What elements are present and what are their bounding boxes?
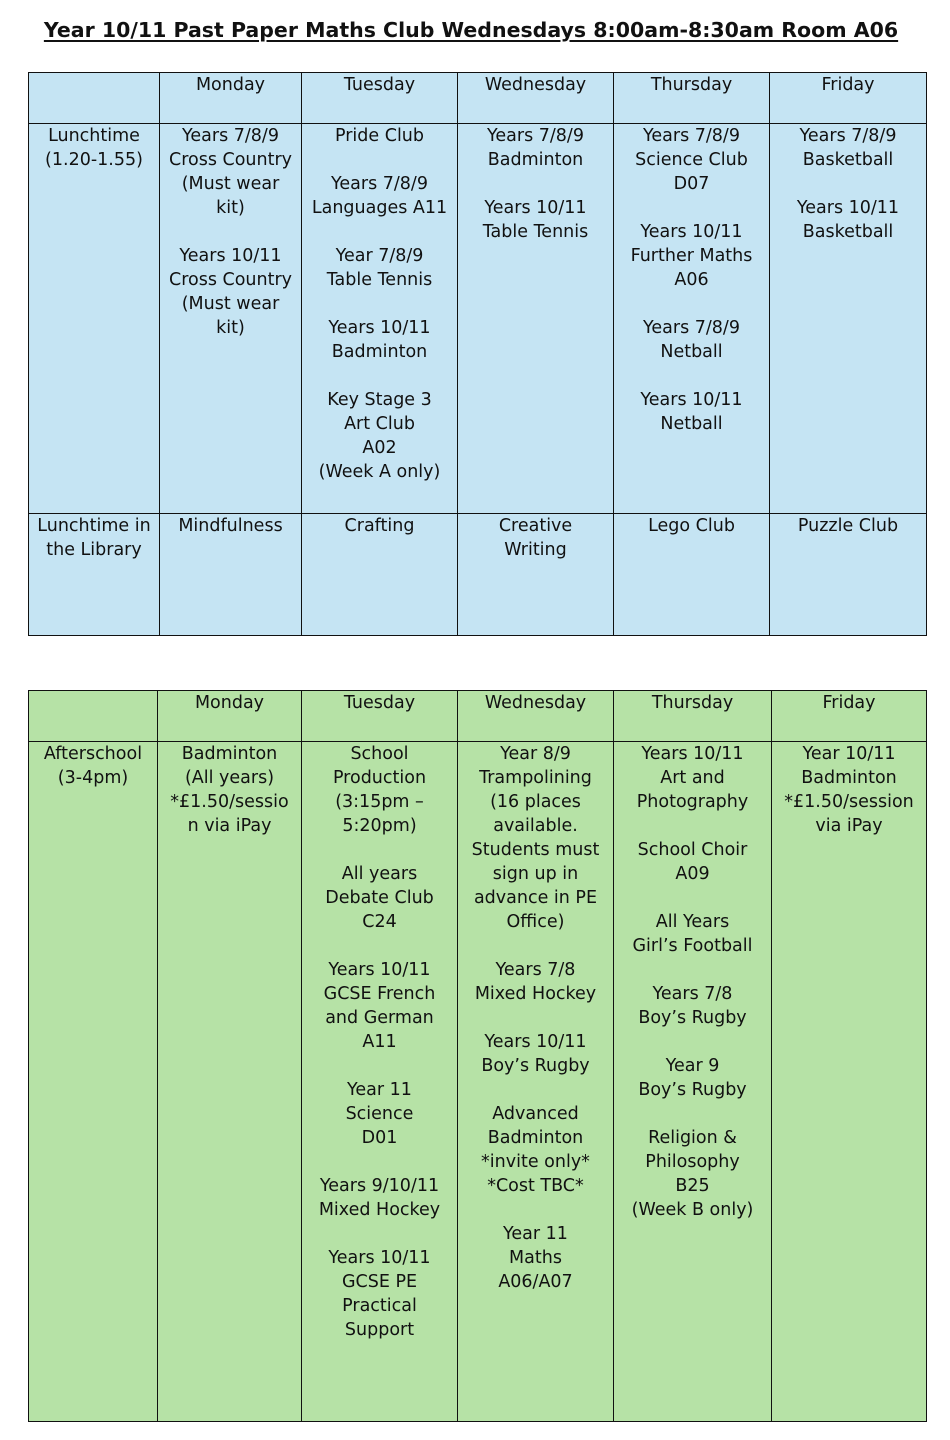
library-tuesday-cell: Crafting [302, 514, 458, 636]
library-monday-cell: Mindfulness [160, 514, 302, 636]
lunchtime-friday-cell: Years 7/8/9 Basketball Years 10/11 Basketball [770, 124, 927, 514]
row-label-lunchtime: Lunchtime (1.20-1.55) [29, 124, 160, 514]
day-header-tuesday: Tuesday [302, 73, 458, 124]
lunchtime-wednesday-cell: Years 7/8/9 Badminton Years 10/11 Table Tennis [458, 124, 614, 514]
corner-cell [29, 73, 160, 124]
day-header-wednesday: Wednesday [458, 73, 614, 124]
day-header-tuesday: Tuesday [302, 691, 458, 742]
lunchtime-timetable [28, 72, 927, 636]
afterschool-tuesday-cell: School Production (3:15pm – 5:20pm) All years Debate Club C24 Years 10/11 GCSE French and German A11 Year 11 Science D01 Years 9/10/11 Mixed Hockey Years 10/11 GCSE PE Practical Support [302, 742, 458, 1422]
day-header-monday: Monday [160, 73, 302, 124]
library-friday-cell: Puzzle Club [770, 514, 927, 636]
day-header-wednesday: Wednesday [458, 691, 614, 742]
afterschool-timetable [28, 690, 927, 1422]
library-thursday-cell: Lego Club [614, 514, 770, 636]
lunchtime-monday-cell: Years 7/8/9 Cross Country (Must wear kit) Years 10/11 Cross Country (Must wear kit) [160, 124, 302, 514]
lunchtime-tuesday-cell: Pride Club Years 7/8/9 Languages A11 Year 7/8/9 Table Tennis Years 10/11 Badminton Key Stage 3 Art Club A02 (Week A only) [302, 124, 458, 514]
row-label-afterschool: Afterschool (3-4pm) [29, 742, 158, 1422]
day-header-friday: Friday [772, 691, 927, 742]
page-title: Year 10/11 Past Paper Maths Club Wednesdays 8:00am-8:30am Room A06 [43, 18, 899, 42]
corner-cell [29, 691, 158, 742]
day-header-thursday: Thursday [614, 73, 770, 124]
lunchtime-thursday-cell: Years 7/8/9 Science Club D07 Years 10/11 Further Maths A06 Years 7/8/9 Netball Years 10/11 Netball [614, 124, 770, 514]
afterschool-thursday-cell: Years 10/11 Art and Photography School Choir A09 All Years Girl’s Football Years 7/8 Boy’s Rugby Year 9 Boy’s Rugby Religion & Philosophy B25 (Week B only) [614, 742, 772, 1422]
afterschool-friday-cell: Year 10/11 Badminton *£1.50/session via iPay [772, 742, 927, 1422]
library-wednesday-cell: Creative Writing [458, 514, 614, 636]
day-header-monday: Monday [158, 691, 302, 742]
afterschool-wednesday-cell: Year 8/9 Trampolining (16 places available. Students must sign up in advance in PE Office) Years 7/8 Mixed Hockey Years 10/11 Boy’s Rugby Advanced Badminton *invite only* *Cost TBC* Year 11 Maths A06/A07 [458, 742, 614, 1422]
afterschool-monday-cell: Badminton (All years) *£1.50/sessio n via iPay [158, 742, 302, 1422]
day-header-friday: Friday [770, 73, 927, 124]
day-header-thursday: Thursday [614, 691, 772, 742]
row-label-library: Lunchtime in the Library [29, 514, 160, 636]
